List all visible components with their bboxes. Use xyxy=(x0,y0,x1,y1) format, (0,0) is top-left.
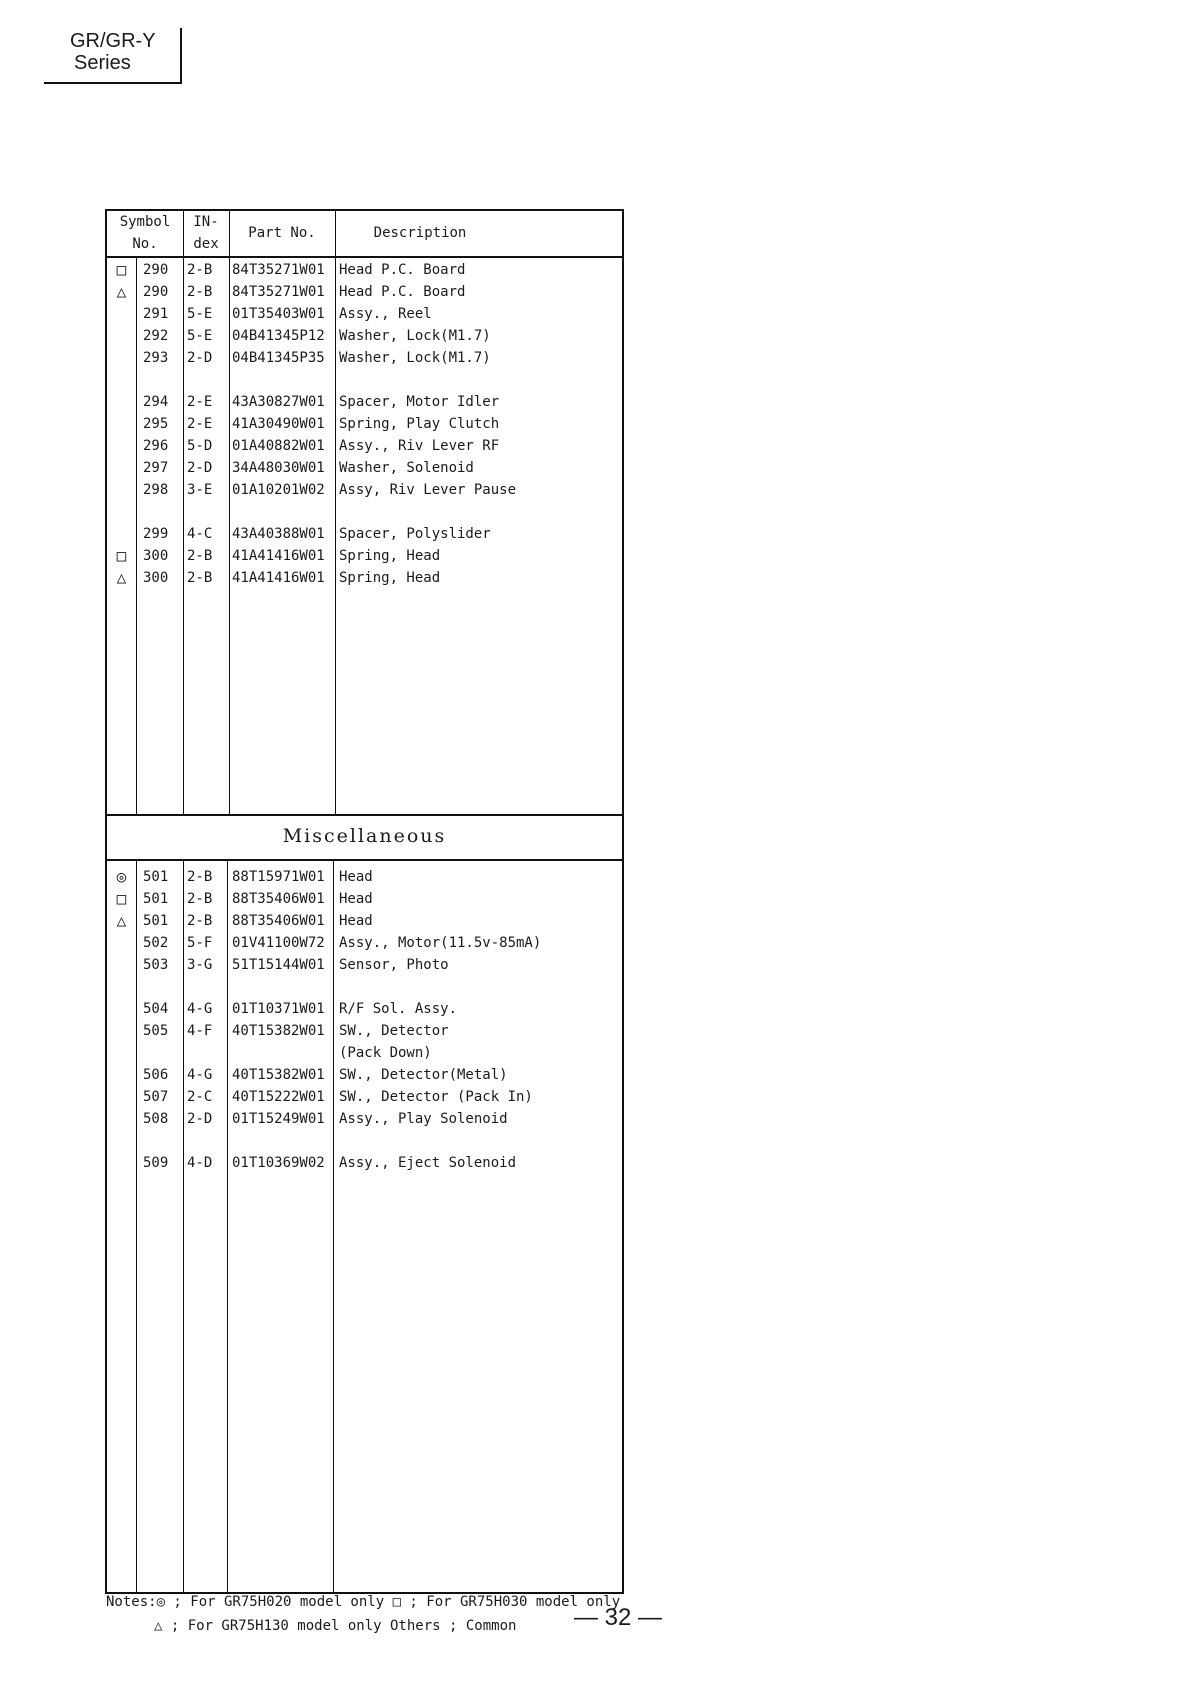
description: Spring, Play Clutch xyxy=(339,416,500,432)
index-cell: 2-B xyxy=(187,891,213,907)
table-row xyxy=(107,347,622,369)
table-row xyxy=(107,866,622,888)
index-cell: 4-G xyxy=(187,1001,213,1017)
part-no: 01T35403W01 xyxy=(232,306,325,322)
section-divider xyxy=(107,859,622,861)
part-no: 01A40882W01 xyxy=(232,438,325,454)
notes xyxy=(106,1590,620,1638)
symbol-no: 501 xyxy=(143,869,169,885)
part-no: 84T35271W01 xyxy=(232,284,325,300)
symbol-no: 502 xyxy=(143,935,169,951)
table-row xyxy=(107,545,622,567)
notes-line1: Notes:◎ ; For GR75H020 model only □ ; For GR75H030 model only xyxy=(106,1594,621,1610)
notes-line2: △ ; For GR75H130 model only Others ; Common xyxy=(154,1618,517,1634)
header-description: Description xyxy=(373,225,467,241)
header-part-no: Part No. xyxy=(248,225,316,241)
index-cell: 5-E xyxy=(187,328,213,344)
index-cell: 4-D xyxy=(187,1155,213,1171)
index-cell: 4-F xyxy=(187,1023,213,1039)
index-cell: 2-B xyxy=(187,913,213,929)
description: R/F Sol. Assy. xyxy=(339,1001,458,1017)
table-row xyxy=(107,325,622,347)
index-cell: 2-D xyxy=(187,350,213,366)
page-number: — 32 — xyxy=(574,1604,663,1631)
index-cell: 5-F xyxy=(187,935,213,951)
part-no: 40T15382W01 xyxy=(232,1067,325,1083)
model-mark: △ xyxy=(116,568,127,587)
part-no: 34A48030W01 xyxy=(232,460,325,476)
index-cell: 2-B xyxy=(187,262,213,278)
description: Assy., Riv Lever RF xyxy=(339,438,500,454)
part-no: 41A30490W01 xyxy=(232,416,325,432)
symbol-no: 507 xyxy=(143,1089,169,1105)
symbol-no: 503 xyxy=(143,957,169,973)
description: Assy., Reel xyxy=(339,306,432,322)
index-cell: 4-C xyxy=(187,526,213,542)
description: Assy., Play Solenoid xyxy=(339,1111,508,1127)
model-mark: □ xyxy=(116,260,127,279)
header-index-line1: IN- xyxy=(193,214,219,230)
part-no: 04B41345P12 xyxy=(232,328,325,344)
series-subtitle: Series xyxy=(74,52,131,74)
header-symbol-line2: No. xyxy=(132,236,158,252)
table-row xyxy=(107,435,622,457)
symbol-no: 295 xyxy=(143,416,169,432)
description: Head P.C. Board xyxy=(339,262,466,278)
table-row xyxy=(107,479,622,501)
symbol-no: 508 xyxy=(143,1111,169,1127)
part-no: 01T10371W01 xyxy=(232,1001,325,1017)
description: SW., Detector xyxy=(339,1023,449,1039)
description: Head xyxy=(339,891,373,907)
index-cell: 2-E xyxy=(187,394,213,410)
table-row xyxy=(107,457,622,479)
index-cell: 2-C xyxy=(187,1089,213,1105)
symbol-no: 299 xyxy=(143,526,169,542)
table-row xyxy=(107,413,622,435)
index-cell: 4-G xyxy=(187,1067,213,1083)
description: Assy., Motor(11.5v-85mA) xyxy=(339,935,542,951)
description: Spring, Head xyxy=(339,570,441,586)
series-header xyxy=(44,28,182,84)
part-no: 04B41345P35 xyxy=(232,350,325,366)
symbol-no: 300 xyxy=(143,548,169,564)
symbol-no: 506 xyxy=(143,1067,169,1083)
table-row xyxy=(107,932,622,954)
description: Washer, Lock(M1.7) xyxy=(339,350,491,366)
description: Washer, Lock(M1.7) xyxy=(339,328,491,344)
part-no: 43A30827W01 xyxy=(232,394,325,410)
table-row xyxy=(107,1108,622,1130)
header-symbol-line1: Symbol xyxy=(119,214,171,230)
symbol-no: 300 xyxy=(143,570,169,586)
symbol-no: 501 xyxy=(143,891,169,907)
part-no: 41A41416W01 xyxy=(232,548,325,564)
part-no: 43A40388W01 xyxy=(232,526,325,542)
description: Assy., Eject Solenoid xyxy=(339,1155,517,1171)
index-cell: 2-B xyxy=(187,284,213,300)
symbol-no: 291 xyxy=(143,306,169,322)
symbol-no: 298 xyxy=(143,482,169,498)
part-no: 01T10369W02 xyxy=(232,1155,325,1171)
part-no: 84T35271W01 xyxy=(232,262,325,278)
description: Washer, Solenoid xyxy=(339,460,474,476)
part-no: 51T15144W01 xyxy=(232,957,325,973)
table-row xyxy=(107,1086,622,1108)
table-row xyxy=(107,1152,622,1174)
symbol-no: 293 xyxy=(143,350,169,366)
symbol-no: 290 xyxy=(143,262,169,278)
table-row xyxy=(107,1020,622,1042)
header-index xyxy=(183,211,229,255)
table-row xyxy=(107,954,622,976)
table-row xyxy=(107,259,622,281)
description: SW., Detector (Pack In) xyxy=(339,1089,533,1105)
description: Assy, Riv Lever Pause xyxy=(339,482,517,498)
description: Head xyxy=(339,913,373,929)
header-index-line2: dex xyxy=(193,236,219,252)
part-no: 41A41416W01 xyxy=(232,570,325,586)
header-divider xyxy=(107,256,622,258)
index-cell: 2-D xyxy=(187,460,213,476)
description: Spacer, Polyslider xyxy=(339,526,491,542)
description: SW., Detector(Metal) xyxy=(339,1067,508,1083)
table-row xyxy=(107,1064,622,1086)
symbol-no: 294 xyxy=(143,394,169,410)
part-no: 01V41100W72 xyxy=(232,935,325,951)
table-row xyxy=(107,523,622,545)
table-row xyxy=(107,998,622,1020)
parts-table xyxy=(105,209,624,1594)
symbol-no: 509 xyxy=(143,1155,169,1171)
table-row xyxy=(107,888,622,910)
table-row xyxy=(107,910,622,932)
table-row xyxy=(107,303,622,325)
description: Spring, Head xyxy=(339,548,441,564)
part-no: 88T35406W01 xyxy=(232,891,325,907)
part-no: 88T35406W01 xyxy=(232,913,325,929)
misc-section-title: Miscellaneous xyxy=(282,825,447,847)
header-symbol xyxy=(107,211,183,255)
symbol-no: 505 xyxy=(143,1023,169,1039)
description: Head P.C. Board xyxy=(339,284,466,300)
model-mark: □ xyxy=(116,546,127,565)
part-no: 01T15249W01 xyxy=(232,1111,325,1127)
symbol-no: 292 xyxy=(143,328,169,344)
symbol-no: 501 xyxy=(143,913,169,929)
table-row xyxy=(107,567,622,589)
table-row xyxy=(107,1042,622,1064)
symbol-no: 290 xyxy=(143,284,169,300)
index-cell: 2-D xyxy=(187,1111,213,1127)
index-cell: 3-G xyxy=(187,957,213,973)
part-no: 40T15382W01 xyxy=(232,1023,325,1039)
model-mark: □ xyxy=(116,889,127,908)
index-cell: 5-D xyxy=(187,438,213,454)
symbol-no: 297 xyxy=(143,460,169,476)
description: Spacer, Motor Idler xyxy=(339,394,500,410)
index-cell: 2-B xyxy=(187,869,213,885)
description: (Pack Down) xyxy=(339,1045,432,1061)
part-no: 40T15222W01 xyxy=(232,1089,325,1105)
model-mark: △ xyxy=(116,282,127,301)
model-mark: △ xyxy=(116,911,127,930)
model-mark: ◎ xyxy=(116,867,127,886)
index-cell: 2-B xyxy=(187,570,213,586)
index-cell: 5-E xyxy=(187,306,213,322)
description: Sensor, Photo xyxy=(339,957,449,973)
table-row xyxy=(107,281,622,303)
index-cell: 2-B xyxy=(187,548,213,564)
index-cell: 2-E xyxy=(187,416,213,432)
part-no: 01A10201W02 xyxy=(232,482,325,498)
description: Head xyxy=(339,869,373,885)
index-cell: 3-E xyxy=(187,482,213,498)
table-row xyxy=(107,391,622,413)
symbol-no: 296 xyxy=(143,438,169,454)
symbol-no: 504 xyxy=(143,1001,169,1017)
series-title: GR/GR-Y xyxy=(70,30,156,52)
part-no: 88T15971W01 xyxy=(232,869,325,885)
